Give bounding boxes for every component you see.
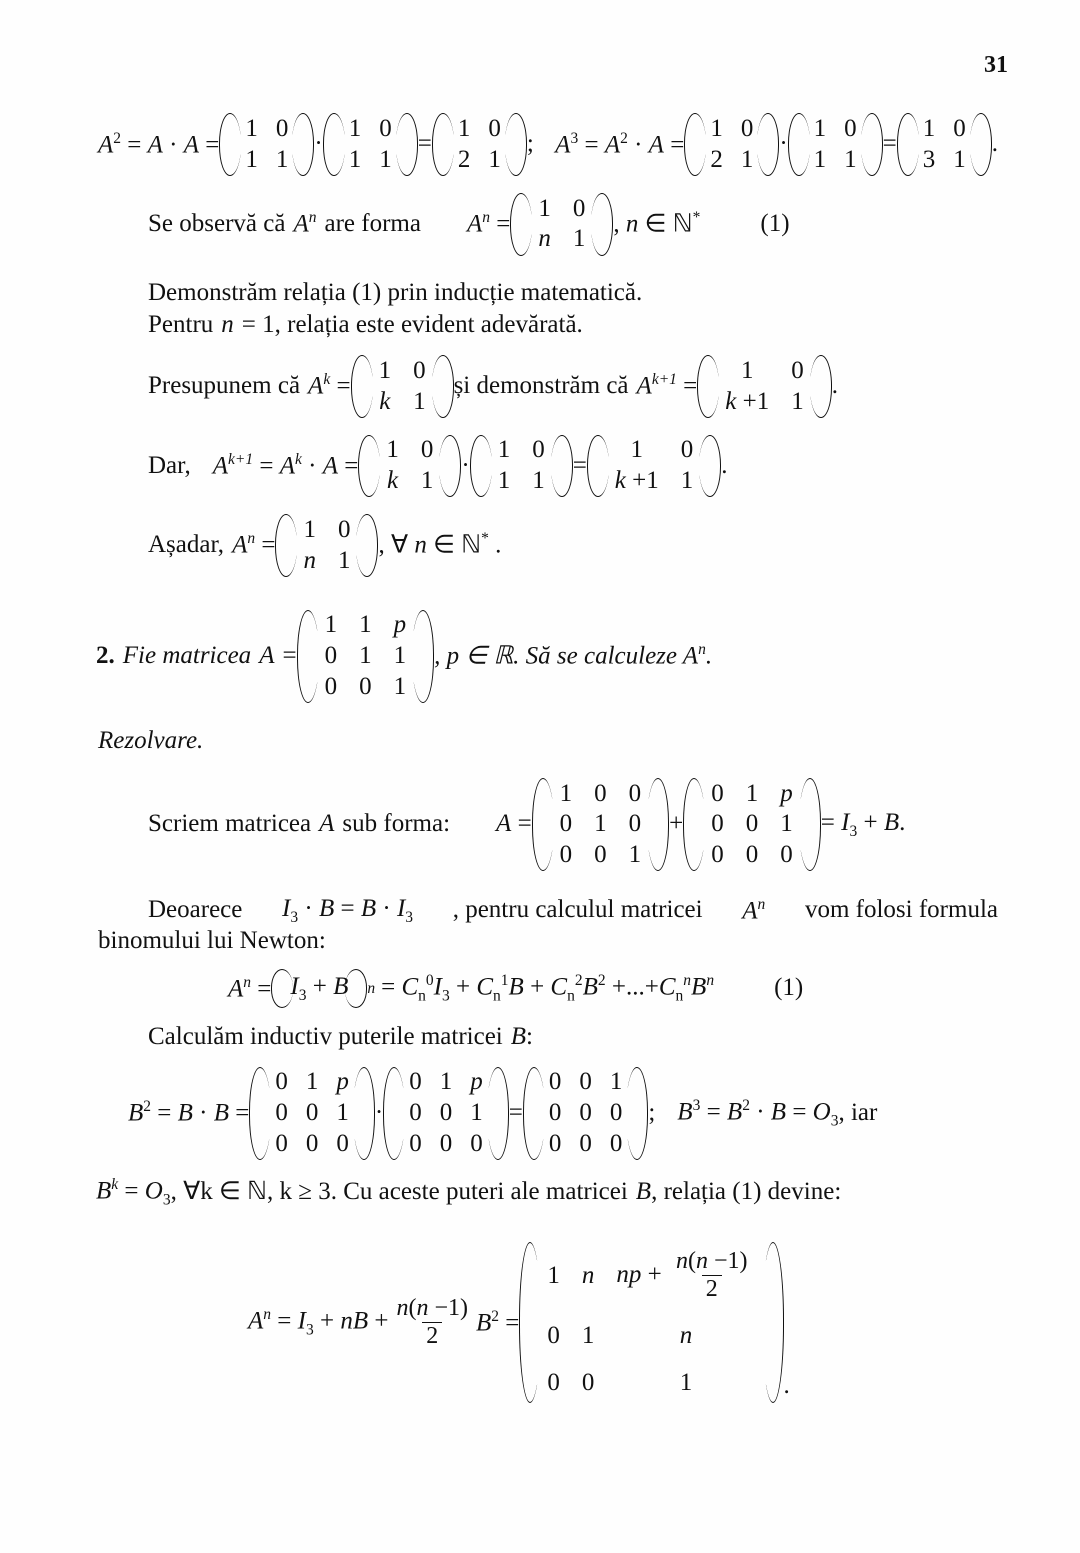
- line-dar: Dar, $A^{k+1} = A^k \cdot A$ = 1 0 k 1 · 1 0 1 1 = 1 0 k +1 1 .: [98, 433, 998, 499]
- paren-right: [766, 112, 779, 178]
- paren-left: [697, 354, 710, 420]
- paren-right: [441, 354, 454, 420]
- paren-right: [362, 1065, 375, 1161]
- equation-number-1b: (1): [774, 974, 804, 1002]
- matrix-b-3x3-2: 0 1 p 0 0 1 0 0 0: [249, 1065, 375, 1161]
- equation-number-1: (1): [760, 209, 790, 237]
- line-se-observa: Se observă că $A^n$ are forma $A^n$ = 1 0 n 1 , n ∈ ℕ* (1): [98, 192, 998, 258]
- problem-2: 2. Fie matricea A = 1 1 p 0 1 1 0 0 1 , p ∈ ℝ. Să se calculeze $A^n$.: [96, 608, 998, 704]
- matrix-a-identity-lower-2: 1 0 1 1: [323, 112, 418, 178]
- matrix-ak-general-2: 1 0 k 1: [358, 433, 461, 499]
- text-se-observa: Se observă că: [148, 209, 286, 237]
- paren-right: [771, 1239, 784, 1407]
- text-are-forma: are forma: [324, 209, 421, 237]
- paren-left: [432, 112, 445, 178]
- paren-left: [297, 608, 310, 704]
- line-scriem: Scriem matricea A sub forma: A = 1 0 0 0 1 0 0 0 1 + 0 1 p 0 0 1 0 0 0 = $I_3 + B$.: [98, 777, 998, 873]
- text-relatia-evident: = 1, relația este evident adevărată.: [241, 311, 583, 338]
- paren-left: [275, 513, 288, 579]
- matrix-b-3x3-3: 0 1 p 0 0 1 0 0 0: [383, 1065, 509, 1161]
- matrix-ak1-general: 1 0 k +1 1: [697, 354, 831, 420]
- text-deoarece: Deoarece: [148, 896, 243, 924]
- matrix-b2-result: 0 0 1 0 0 0 0 0 0: [523, 1065, 649, 1161]
- text-dar: Dar,: [148, 451, 191, 479]
- matrix-b-3x3: 0 1 p 0 0 1 0 0 0: [683, 777, 821, 873]
- matrix-ak1-general-2: 1 0 k +1 1: [587, 433, 721, 499]
- matrix-a-identity-lower-3: 1 0 1 1: [788, 112, 883, 178]
- paren-left: [271, 969, 284, 1009]
- paren-left: [323, 112, 336, 178]
- line-binomului: binomului lui Newton:: [98, 926, 326, 954]
- page-number: 31: [984, 52, 1008, 78]
- line-rezolvare: Rezolvare.: [98, 726, 204, 754]
- text-sub-forma: sub forma:: [342, 810, 451, 838]
- matrix-a2-result: 1 0 2 1: [432, 112, 527, 178]
- text-presupunem: Presupunem că: [148, 372, 301, 400]
- paren-right: [421, 608, 434, 704]
- paren-left: [788, 112, 801, 178]
- line-demonstram: Demonstrăm relația (1) prin inducție matematică.: [148, 279, 643, 306]
- text-si-demonstram: și demonstrăm că: [453, 372, 629, 400]
- paren-left: [358, 433, 371, 499]
- text-scriem: Scriem matricea: [148, 810, 312, 838]
- matrix-an-final: 1 n np + $\frac{n(n -1)}{2}$ 0 1 n 0 0 1: [519, 1239, 783, 1407]
- paren-left: [510, 192, 523, 258]
- paren-right: [870, 112, 883, 178]
- equation-newton-binomial: $A^n$ = $I_3 + B$ n = $C_n^0I_3 + C_n^1B + C_n^2B^2 +...+C_n^nB^n$ (1): [98, 969, 998, 1009]
- paren-group-i3-plus-b: $I_3 + B$: [271, 969, 367, 1009]
- text-pentru-calculul: , pentru calculul matricei: [452, 896, 703, 924]
- matrix-an-general: 1 0 n 1: [510, 192, 613, 258]
- text-pentru: Pentru: [148, 311, 214, 338]
- paren-right: [514, 112, 527, 178]
- paren-right: [365, 513, 378, 579]
- text-iar: , iar: [838, 1099, 878, 1127]
- page-content: [98, 112, 998, 1407]
- paren-right: [708, 433, 721, 499]
- matrix-an-general-2: 1 0 n 1: [275, 513, 378, 579]
- line-bk-o3: $B^k = O_3$ , ∀k ∈ ℕ, k ≥ 3. Cu aceste puteri ale matricei B , relația (1) devine:: [96, 1175, 842, 1208]
- paren-right: [635, 1065, 648, 1161]
- line-asadar: Așadar, $A^n$ = 1 0 n 1 , ∀ n ∈ ℕ* .: [98, 513, 998, 579]
- paren-right: [448, 433, 461, 499]
- equation-an-final: $A^n = I_3$ + nB + $\frac{n(n -1)}{2}$ $B^2$ = 1 n np + $\frac{n(n -1)}{2}$ 0 1 n 0 0 1 .: [98, 1239, 998, 1407]
- line-calculam: Calculăm inductiv puterile matricei B :: [148, 1022, 533, 1050]
- paren-left: [249, 1065, 262, 1161]
- matrix-a2-result-2: 1 0 2 1: [684, 112, 779, 178]
- matrix-a-identity-lower: 1 0 1 1: [219, 112, 314, 178]
- line-presupunem: Presupunem că $A^k$ = 1 0 k 1 și demonstrăm că $A^{k+1}$ = 1 0 k +1 1 .: [98, 354, 998, 420]
- matrix-a3-result: 1 0 3 1: [897, 112, 992, 178]
- paren-right: [600, 192, 613, 258]
- paren-left: [587, 433, 600, 499]
- matrix-a-3x3: 1 1 p 0 1 1 0 0 1: [297, 608, 435, 704]
- paren-right: [560, 433, 573, 499]
- text-relatia-devine: , relația (1) devine:: [651, 1177, 842, 1205]
- paren-right: [979, 112, 992, 178]
- paren-left: [470, 433, 483, 499]
- paren-left: [897, 112, 910, 178]
- text-bk-conditions: , ∀k ∈ ℕ, k ≥ 3. Cu aceste puteri ale matricei: [170, 1177, 628, 1205]
- text-asadar: Așadar,: [148, 531, 225, 559]
- matrix-a-identity-lower-4: 1 0 1 1: [470, 433, 573, 499]
- paren-right: [808, 777, 821, 873]
- paren-left: [532, 777, 545, 873]
- equation-b2-b3: $B^2 = B \cdot B$ = 0 1 p 0 0 1 0 0 0 · 0 1 p 0 0 1 0 0 0 = 0 0 1 0 0 0 0 0 0 ; $B^3 = B^2 \cdot B = O_3$ , iar: [128, 1065, 998, 1161]
- paren-left: [219, 112, 232, 178]
- equation-a2-a3: $A^2 = A \cdot A$ = 1 0 1 1 · 1 0 1 1 = 1 0 2 1 ; $A^3 = A^2 \cdot A$ = 1 0 2 1 · 1 0 1 1 = 1 0 3 1 .: [98, 112, 998, 178]
- matrix-i3: 1 0 0 0 1 0 0 0 1: [532, 777, 670, 873]
- paren-right: [819, 354, 832, 420]
- paren-left: [519, 1239, 532, 1407]
- matrix-ak-general: 1 0 k 1: [351, 354, 454, 420]
- fraction-n-n-1-over-2-inner: $\frac{n(n -1)}{2}$: [676, 1247, 748, 1303]
- paren-right: [301, 112, 314, 178]
- paren-left: [523, 1065, 536, 1161]
- fraction-n-n-1-over-2: $\frac{n(n -1)}{2}$: [396, 1294, 468, 1350]
- paren-right: [496, 1065, 509, 1161]
- problem-number: 2.: [96, 642, 115, 669]
- text-calculam: Calculăm inductiv puterile matricei: [148, 1022, 503, 1050]
- line-deoarece: Deoarece $I_3 \cdot B = B \cdot I_3$ , pentru calculul matricei $A^n$ vom folosi formula: [148, 894, 998, 926]
- problem-text: Fie matricea: [122, 642, 252, 669]
- paren-left: [684, 112, 697, 178]
- paren-left: [683, 777, 696, 873]
- line-pentru-n1: Pentru n = 1, relația este evident adevărată.: [148, 311, 583, 338]
- paren-left: [383, 1065, 396, 1161]
- paren-right: [656, 777, 669, 873]
- paren-right: [354, 969, 367, 1009]
- text-vom-folosi: vom folosi formula: [804, 896, 998, 924]
- paren-right: [405, 112, 418, 178]
- paren-left: [351, 354, 364, 420]
